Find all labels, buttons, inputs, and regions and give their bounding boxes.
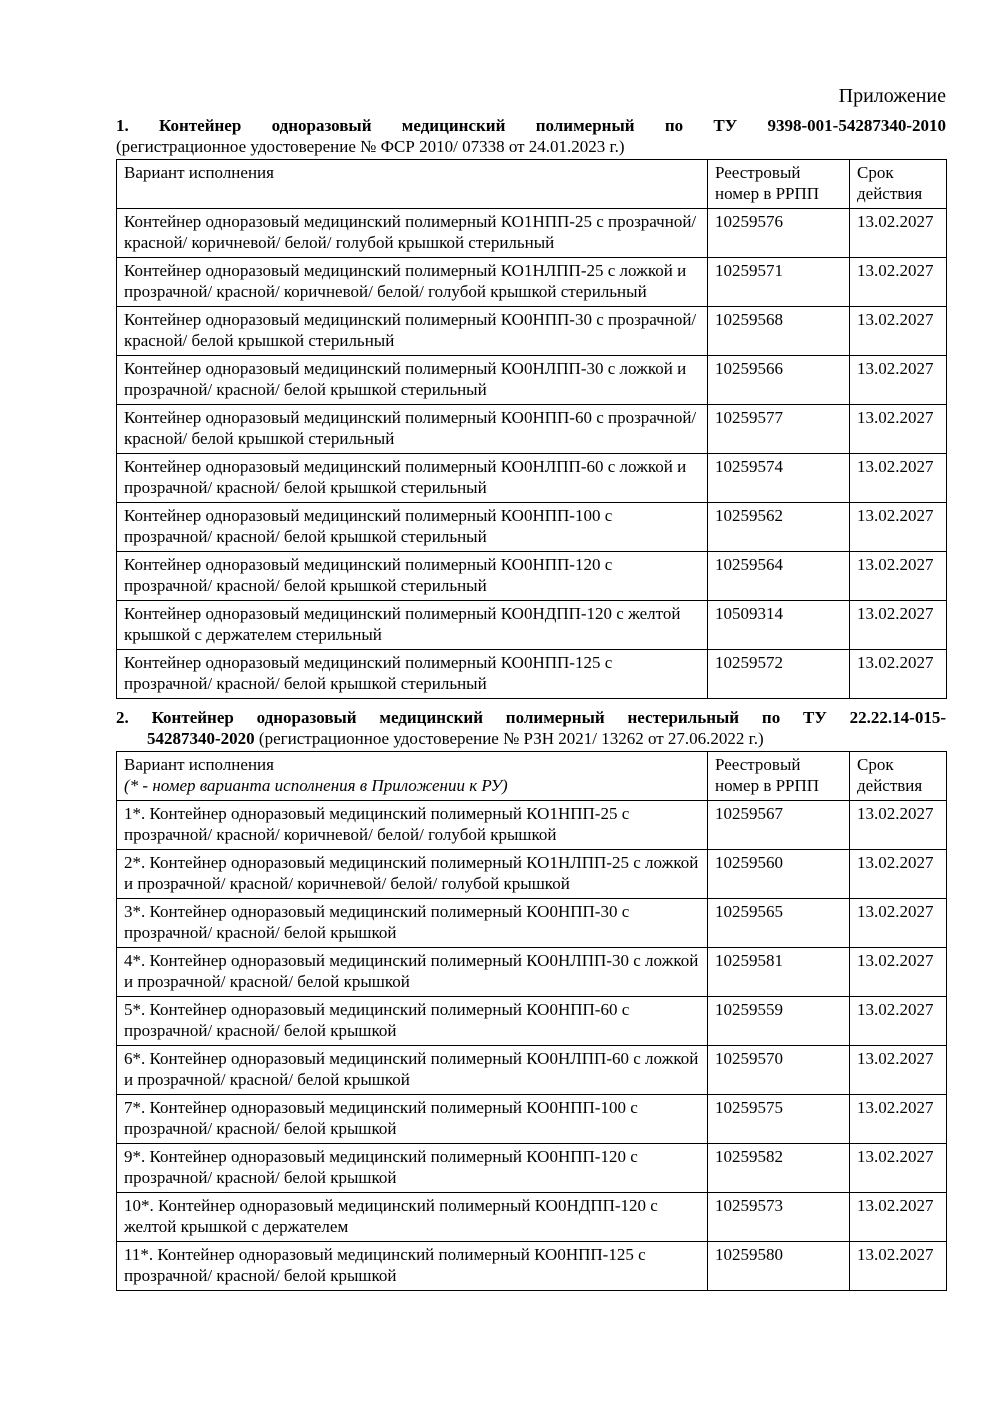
variant-cell: Контейнер одноразовый медицинский полимерный КО0НПП-125 с прозрачной/ красной/ белой крышкой стерильный <box>117 650 708 699</box>
variant-cell: Контейнер одноразовый медицинский полимерный КО1НЛПП-25 с ложкой и прозрачной/ красной/ коричневой/ белой/ голубой крышкой стерильный <box>117 258 708 307</box>
table2-variant-header <box>117 752 708 801</box>
variant-cell: Контейнер одноразовый медицинский полимерный КО0НДПП-120 с желтой крышкой с держателем стерильный <box>117 601 708 650</box>
validity-date-cell: 13.02.2027 <box>850 1095 947 1144</box>
table-row <box>117 405 947 454</box>
registry-number-cell: 10259572 <box>708 650 850 699</box>
registry-number-cell: 10259576 <box>708 209 850 258</box>
table1-registry-header: Реестровый номер в РРПП <box>708 160 850 209</box>
validity-date-cell: 13.02.2027 <box>850 209 947 258</box>
registry-number-cell: 10259581 <box>708 948 850 997</box>
validity-date-cell: 13.02.2027 <box>850 356 947 405</box>
variant-cell: Контейнер одноразовый медицинский полимерный КО0НПП-120 с прозрачной/ красной/ белой крышкой стерильный <box>117 552 708 601</box>
validity-date-cell: 13.02.2027 <box>850 850 947 899</box>
registry-number-cell: 10259582 <box>708 1144 850 1193</box>
table-row <box>117 209 947 258</box>
registry-number-cell: 10259575 <box>708 1095 850 1144</box>
variant-cell: Контейнер одноразовый медицинский полимерный КО0НЛПП-30 с ложкой и прозрачной/ красной/ белой крышкой стерильный <box>117 356 708 405</box>
section1-registration: (регистрационное удостоверение № ФСР 2010/ 07338 от 24.01.2023 г.) <box>116 137 625 156</box>
table-row <box>117 503 947 552</box>
table2-validity-header: Срок действия <box>850 752 947 801</box>
registry-number-cell: 10259580 <box>708 1242 850 1291</box>
variant-cell: 7*. Контейнер одноразовый медицинский полимерный КО0НПП-100 с прозрачной/ красной/ белой крышкой <box>117 1095 708 1144</box>
variant-cell: 5*. Контейнер одноразовый медицинский полимерный КО0НПП-60 с прозрачной/ красной/ белой крышкой <box>117 997 708 1046</box>
table-row <box>117 1046 947 1095</box>
section1-title: 1. Контейнер одноразовый медицинский полимерный по ТУ 9398-001-54287340-2010 <box>116 116 946 135</box>
table2-variant-header-label: Вариант исполнения <box>124 755 274 774</box>
registry-number-cell: 10259571 <box>708 258 850 307</box>
section2-registration: (регистрационное удостоверение № РЗН 2021/ 13262 от 27.06.2022 г.) <box>258 729 764 748</box>
variant-cell: Контейнер одноразовый медицинский полимерный КО0НЛПП-60 с ложкой и прозрачной/ красной/ белой крышкой стерильный <box>117 454 708 503</box>
variant-cell: Контейнер одноразовый медицинский полимерный КО1НПП-25 с прозрачной/ красной/ коричневой/ белой/ голубой крышкой стерильный <box>117 209 708 258</box>
variant-cell: Контейнер одноразовый медицинский полимерный КО0НПП-30 с прозрачной/ красной/ белой крышкой стерильный <box>117 307 708 356</box>
registry-number-cell: 10259562 <box>708 503 850 552</box>
variant-cell: 6*. Контейнер одноразовый медицинский полимерный КО0НЛПП-60 с ложкой и прозрачной/ красной/ белой крышкой <box>117 1046 708 1095</box>
validity-date-cell: 13.02.2027 <box>850 948 947 997</box>
table-row <box>117 454 947 503</box>
variant-cell: 9*. Контейнер одноразовый медицинский полимерный КО0НПП-120 с прозрачной/ красной/ белой крышкой <box>117 1144 708 1193</box>
registry-number-cell: 10259560 <box>708 850 850 899</box>
registry-number-cell: 10259568 <box>708 307 850 356</box>
section1-heading <box>116 115 946 157</box>
table-row <box>117 997 947 1046</box>
validity-date-cell: 13.02.2027 <box>850 258 947 307</box>
registry-number-cell: 10259564 <box>708 552 850 601</box>
table-row <box>117 601 947 650</box>
validity-date-cell: 13.02.2027 <box>850 405 947 454</box>
section2-tu-number: 54287340-2020 <box>147 729 255 748</box>
table1-header <box>117 160 947 209</box>
table-row <box>117 1095 947 1144</box>
table-row <box>117 1242 947 1291</box>
table-row <box>117 801 947 850</box>
table1-variant-header <box>117 160 708 209</box>
registry-number-cell: 10259577 <box>708 405 850 454</box>
table-row <box>117 258 947 307</box>
registry-number-cell: 10509314 <box>708 601 850 650</box>
variant-cell: 11*. Контейнер одноразовый медицинский полимерный КО0НПП-125 с прозрачной/ красной/ белой крышкой <box>117 1242 708 1291</box>
table-row <box>117 307 947 356</box>
validity-date-cell: 13.02.2027 <box>850 1242 947 1291</box>
validity-date-cell: 13.02.2027 <box>850 601 947 650</box>
section2-heading <box>116 707 946 749</box>
validity-date-cell: 13.02.2027 <box>850 1193 947 1242</box>
variant-cell: 10*. Контейнер одноразовый медицинский полимерный КО0НДПП-120 с желтой крышкой с держателем <box>117 1193 708 1242</box>
table-row <box>117 650 947 699</box>
validity-date-cell: 13.02.2027 <box>850 503 947 552</box>
validity-date-cell: 13.02.2027 <box>850 997 947 1046</box>
table1-validity-header: Срок действия <box>850 160 947 209</box>
variant-cell: 3*. Контейнер одноразовый медицинский полимерный КО0НПП-30 с прозрачной/ красной/ белой крышкой <box>117 899 708 948</box>
table2-header-row <box>117 752 947 801</box>
variant-cell: Контейнер одноразовый медицинский полимерный КО0НПП-60 с прозрачной/ красной/ белой крышкой стерильный <box>117 405 708 454</box>
table-row <box>117 1144 947 1193</box>
validity-date-cell: 13.02.2027 <box>850 1046 947 1095</box>
table-row <box>117 1193 947 1242</box>
registry-number-cell: 10259570 <box>708 1046 850 1095</box>
table1-body <box>117 209 947 699</box>
table2-registry-header: Реестровый номер в РРПП <box>708 752 850 801</box>
table1-header-row <box>117 160 947 209</box>
sterile-containers-table <box>116 159 947 699</box>
registry-number-cell: 10259574 <box>708 454 850 503</box>
section2-title-continuation <box>116 728 946 749</box>
table-row <box>117 850 947 899</box>
table-row <box>117 552 947 601</box>
table-row <box>117 948 947 997</box>
variant-cell: 1*. Контейнер одноразовый медицинский полимерный КО1НПП-25 с прозрачной/ красной/ коричневой/ белой/ голубой крышкой <box>117 801 708 850</box>
nonsterile-containers-table <box>116 751 947 1291</box>
validity-date-cell: 13.02.2027 <box>850 899 947 948</box>
validity-date-cell: 13.02.2027 <box>850 801 947 850</box>
registry-number-cell: 10259565 <box>708 899 850 948</box>
table-row <box>117 356 947 405</box>
table2-body <box>117 801 947 1291</box>
section2-title: 2. Контейнер одноразовый медицинский полимерный нестерильный по ТУ 22.22.14-015- <box>116 708 946 727</box>
variant-cell: 4*. Контейнер одноразовый медицинский полимерный КО0НЛПП-30 с ложкой и прозрачной/ красной/ белой крышкой <box>117 948 708 997</box>
validity-date-cell: 13.02.2027 <box>850 454 947 503</box>
validity-date-cell: 13.02.2027 <box>850 650 947 699</box>
table2-variant-header-note: (* - номер варианта исполнения в Приложении к РУ) <box>124 776 508 795</box>
validity-date-cell: 13.02.2027 <box>850 1144 947 1193</box>
variant-cell: 2*. Контейнер одноразовый медицинский полимерный КО1НЛПП-25 с ложкой и прозрачной/ красной/ коричневой/ белой/ голубой крышкой <box>117 850 708 899</box>
annex-heading: Приложение <box>838 85 946 107</box>
variant-cell: Контейнер одноразовый медицинский полимерный КО0НПП-100 с прозрачной/ красной/ белой крышкой стерильный <box>117 503 708 552</box>
table2-header <box>117 752 947 801</box>
table1-variant-header-label: Вариант исполнения <box>124 163 274 182</box>
registry-number-cell: 10259566 <box>708 356 850 405</box>
registry-number-cell: 10259567 <box>708 801 850 850</box>
validity-date-cell: 13.02.2027 <box>850 307 947 356</box>
registry-number-cell: 10259573 <box>708 1193 850 1242</box>
validity-date-cell: 13.02.2027 <box>850 552 947 601</box>
table-row <box>117 899 947 948</box>
registry-number-cell: 10259559 <box>708 997 850 1046</box>
